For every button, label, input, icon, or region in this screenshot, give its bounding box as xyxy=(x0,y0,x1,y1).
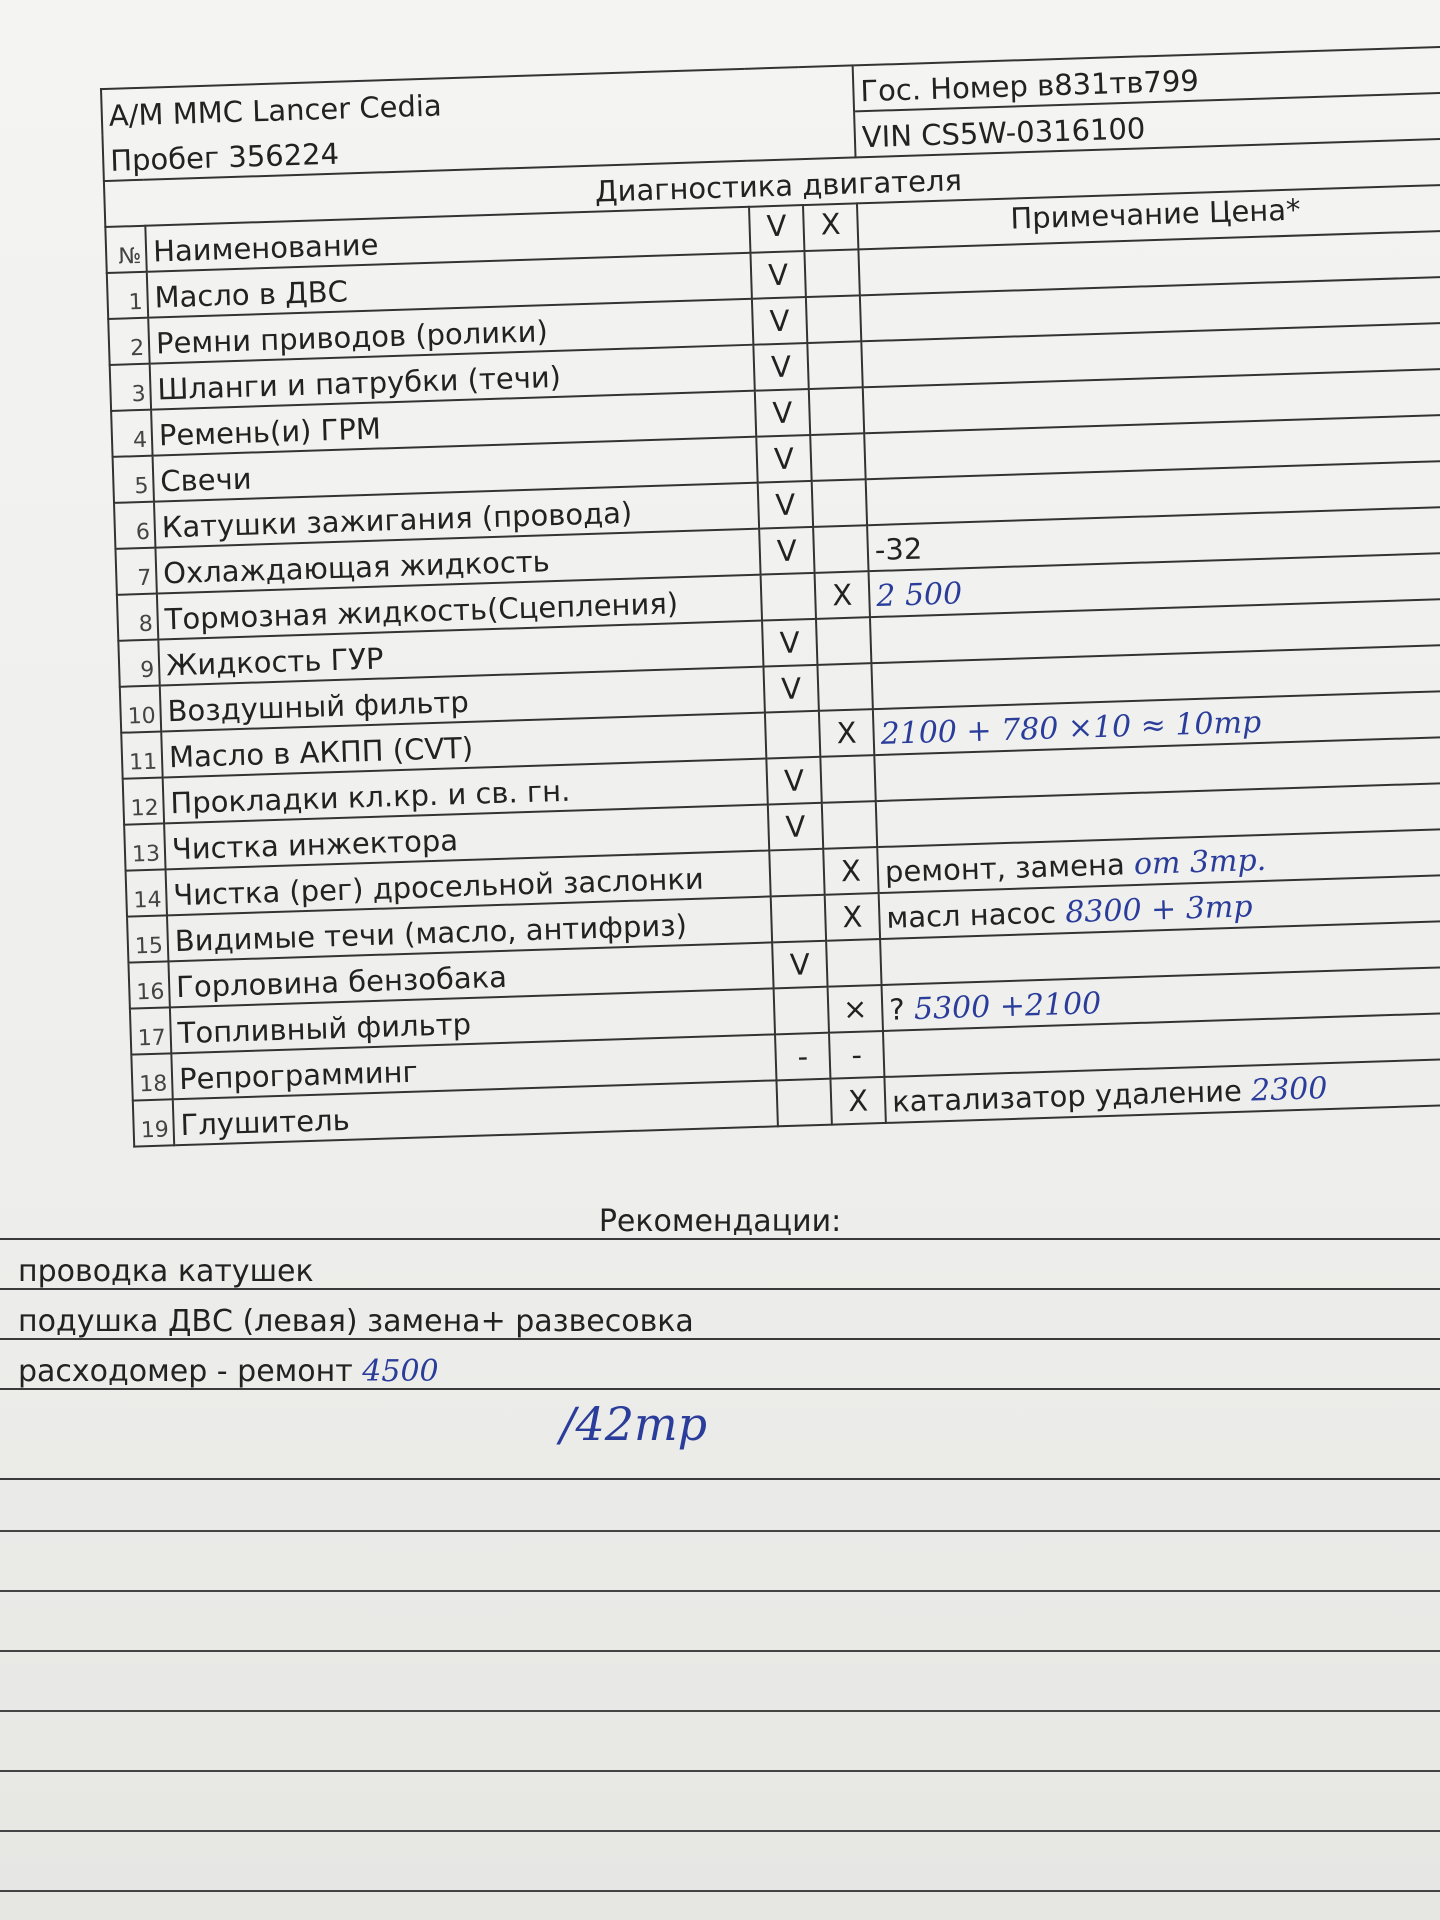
row-check-x xyxy=(804,249,859,297)
row-name: Репрограмминг xyxy=(171,1034,776,1099)
diagnostic-form xyxy=(40,46,1440,1909)
plate-number: Гос. Номер в831тв799 xyxy=(853,47,1440,112)
row-note-text: -32 xyxy=(874,531,923,567)
blank-line xyxy=(0,1890,1440,1892)
row-number: 11 xyxy=(121,732,162,779)
row-name: Масло в ДВС xyxy=(147,253,752,318)
row-name: Жидкость ГУР xyxy=(158,621,763,686)
row-check-x xyxy=(813,525,868,573)
row-name: Глушитель xyxy=(173,1080,778,1145)
row-number: 19 xyxy=(133,1099,174,1146)
row-handwritten-note: 8300 + 3тр xyxy=(1064,889,1254,931)
col-header-x: X xyxy=(803,203,858,251)
diagnostic-table xyxy=(100,46,1440,1148)
row-check-v: V xyxy=(755,389,810,437)
row-name: Воздушный фильтр xyxy=(160,667,765,732)
recommendation-item-1 xyxy=(0,1240,1440,1290)
row-check-x xyxy=(817,663,872,711)
row-number: 1 xyxy=(107,272,148,319)
row-name: Охлаждающая жидкость xyxy=(155,529,760,594)
row-number: 18 xyxy=(131,1053,172,1100)
blank-line xyxy=(0,1590,1440,1592)
handwritten-total: /42тр xyxy=(560,1397,708,1451)
row-check-v xyxy=(771,895,826,943)
row-note-text: ремонт, замена xyxy=(884,847,1126,889)
row-number: 15 xyxy=(127,915,168,962)
row-check-v xyxy=(769,849,824,897)
total-row xyxy=(0,1397,1440,1480)
row-number: 13 xyxy=(124,823,165,870)
row-check-v: V xyxy=(768,803,823,851)
row-number: 9 xyxy=(118,640,159,687)
row-check-x xyxy=(826,939,881,987)
mileage: Пробег 356224 xyxy=(102,111,855,181)
row-check-x xyxy=(807,341,862,389)
recommendation-text: расходомер - ремонт xyxy=(18,1354,353,1389)
row-check-v xyxy=(761,573,816,621)
row-number: 10 xyxy=(120,686,161,733)
vehicle-model: А/М ММС Lancer Cedia xyxy=(101,65,854,135)
row-check-v: V xyxy=(762,619,817,667)
row-check-x: - xyxy=(829,1031,884,1079)
row-check-v: V xyxy=(766,757,821,805)
row-note-text: масл насос xyxy=(885,895,1057,935)
row-name: Ремни приводов (ролики) xyxy=(148,299,753,364)
row-check-v: V xyxy=(752,297,807,345)
row-number: 4 xyxy=(111,410,152,457)
row-handwritten-note: 2100 + 780 ×10 ≈ 10тр xyxy=(880,704,1262,752)
row-number: 16 xyxy=(128,961,169,1008)
row-check-v: V xyxy=(772,941,827,989)
row-handwritten-note: 5300 +2100 xyxy=(913,986,1102,1027)
recommendation-item-3 xyxy=(0,1340,1440,1390)
form-title: Диагностика двигателя xyxy=(104,139,1440,227)
row-number: 17 xyxy=(130,1007,171,1054)
row-check-x xyxy=(822,801,877,849)
row-name: Ремень(и) ГРМ xyxy=(151,391,756,456)
blank-line xyxy=(0,1770,1440,1772)
row-check-x: X xyxy=(815,571,870,619)
row-check-x xyxy=(812,479,867,527)
row-number: 2 xyxy=(108,318,149,365)
blank-line xyxy=(0,1530,1440,1532)
row-number: 12 xyxy=(123,777,164,824)
recommendation-item-2 xyxy=(0,1290,1440,1340)
row-name: Катушки зажигания (провода) xyxy=(154,483,759,548)
row-name: Масло в АКПП (CVT) xyxy=(161,713,766,778)
row-number: 5 xyxy=(113,456,154,503)
row-handwritten-note: 2300 xyxy=(1250,1071,1328,1109)
row-number: 6 xyxy=(114,502,155,549)
col-header-num: № xyxy=(105,226,146,273)
row-check-v: V xyxy=(753,343,808,391)
row-name: Свечи xyxy=(153,437,758,502)
row-check-x xyxy=(809,387,864,435)
row-check-v: V xyxy=(750,251,805,299)
recommendation-handwritten-price: 4500 xyxy=(362,1354,439,1389)
row-check-x: X xyxy=(823,847,878,895)
row-name: Топливный фильтр xyxy=(170,988,775,1053)
row-check-v: V xyxy=(756,435,811,483)
row-number: 3 xyxy=(110,364,151,411)
row-handwritten-note: от 3тр. xyxy=(1133,842,1267,883)
row-check-v: V xyxy=(763,665,818,713)
row-name: Прокладки кл.кр. и св. гн. xyxy=(163,759,768,824)
recommendation-text: подушка ДВС (левая) замена+ развесовка xyxy=(18,1304,694,1339)
row-check-v: V xyxy=(758,481,813,529)
blank-line xyxy=(0,1650,1440,1652)
row-handwritten-note: 2 500 xyxy=(875,576,963,614)
row-check-x: X xyxy=(819,709,874,757)
row-check-x xyxy=(816,617,871,665)
col-header-name: Наименование xyxy=(145,207,750,272)
row-name: Чистка инжектора xyxy=(164,804,769,869)
row-check-x: X xyxy=(825,893,880,941)
blank-line xyxy=(0,1830,1440,1832)
row-note-text: катализатор удаление xyxy=(891,1073,1243,1119)
blank-line xyxy=(0,1710,1440,1712)
col-header-note: Примечание Цена* xyxy=(857,185,1440,250)
recommendation-text: проводка катушек xyxy=(18,1254,314,1289)
row-check-x xyxy=(810,433,865,481)
row-note-text: ? xyxy=(888,992,906,1027)
row-name: Чистка (рег) дросельной заслонки xyxy=(166,850,771,915)
row-name: Тормозная жидкость(Сцепления) xyxy=(157,575,762,640)
row-number: 8 xyxy=(117,594,158,641)
row-check-x: × xyxy=(828,985,883,1033)
row-name: Горловина бензобака xyxy=(168,942,773,1007)
row-name: Шланги и патрубки (течи) xyxy=(150,345,755,410)
row-number: 7 xyxy=(115,548,156,595)
row-check-v xyxy=(776,1079,831,1127)
row-number: 14 xyxy=(126,869,167,916)
row-check-x xyxy=(806,295,861,343)
row-name: Видимые течи (масло, антифриз) xyxy=(167,896,772,961)
vin-number: VIN CS5W-0316100 xyxy=(854,93,1440,158)
row-check-v: - xyxy=(775,1033,830,1081)
recommendations-title: Рекомендации: xyxy=(0,1190,1440,1240)
row-check-v: V xyxy=(759,527,814,575)
col-header-v: V xyxy=(749,205,804,253)
row-check-x: X xyxy=(830,1077,885,1125)
row-check-v xyxy=(765,711,820,759)
row-check-v xyxy=(774,987,829,1035)
row-check-x xyxy=(820,755,875,803)
